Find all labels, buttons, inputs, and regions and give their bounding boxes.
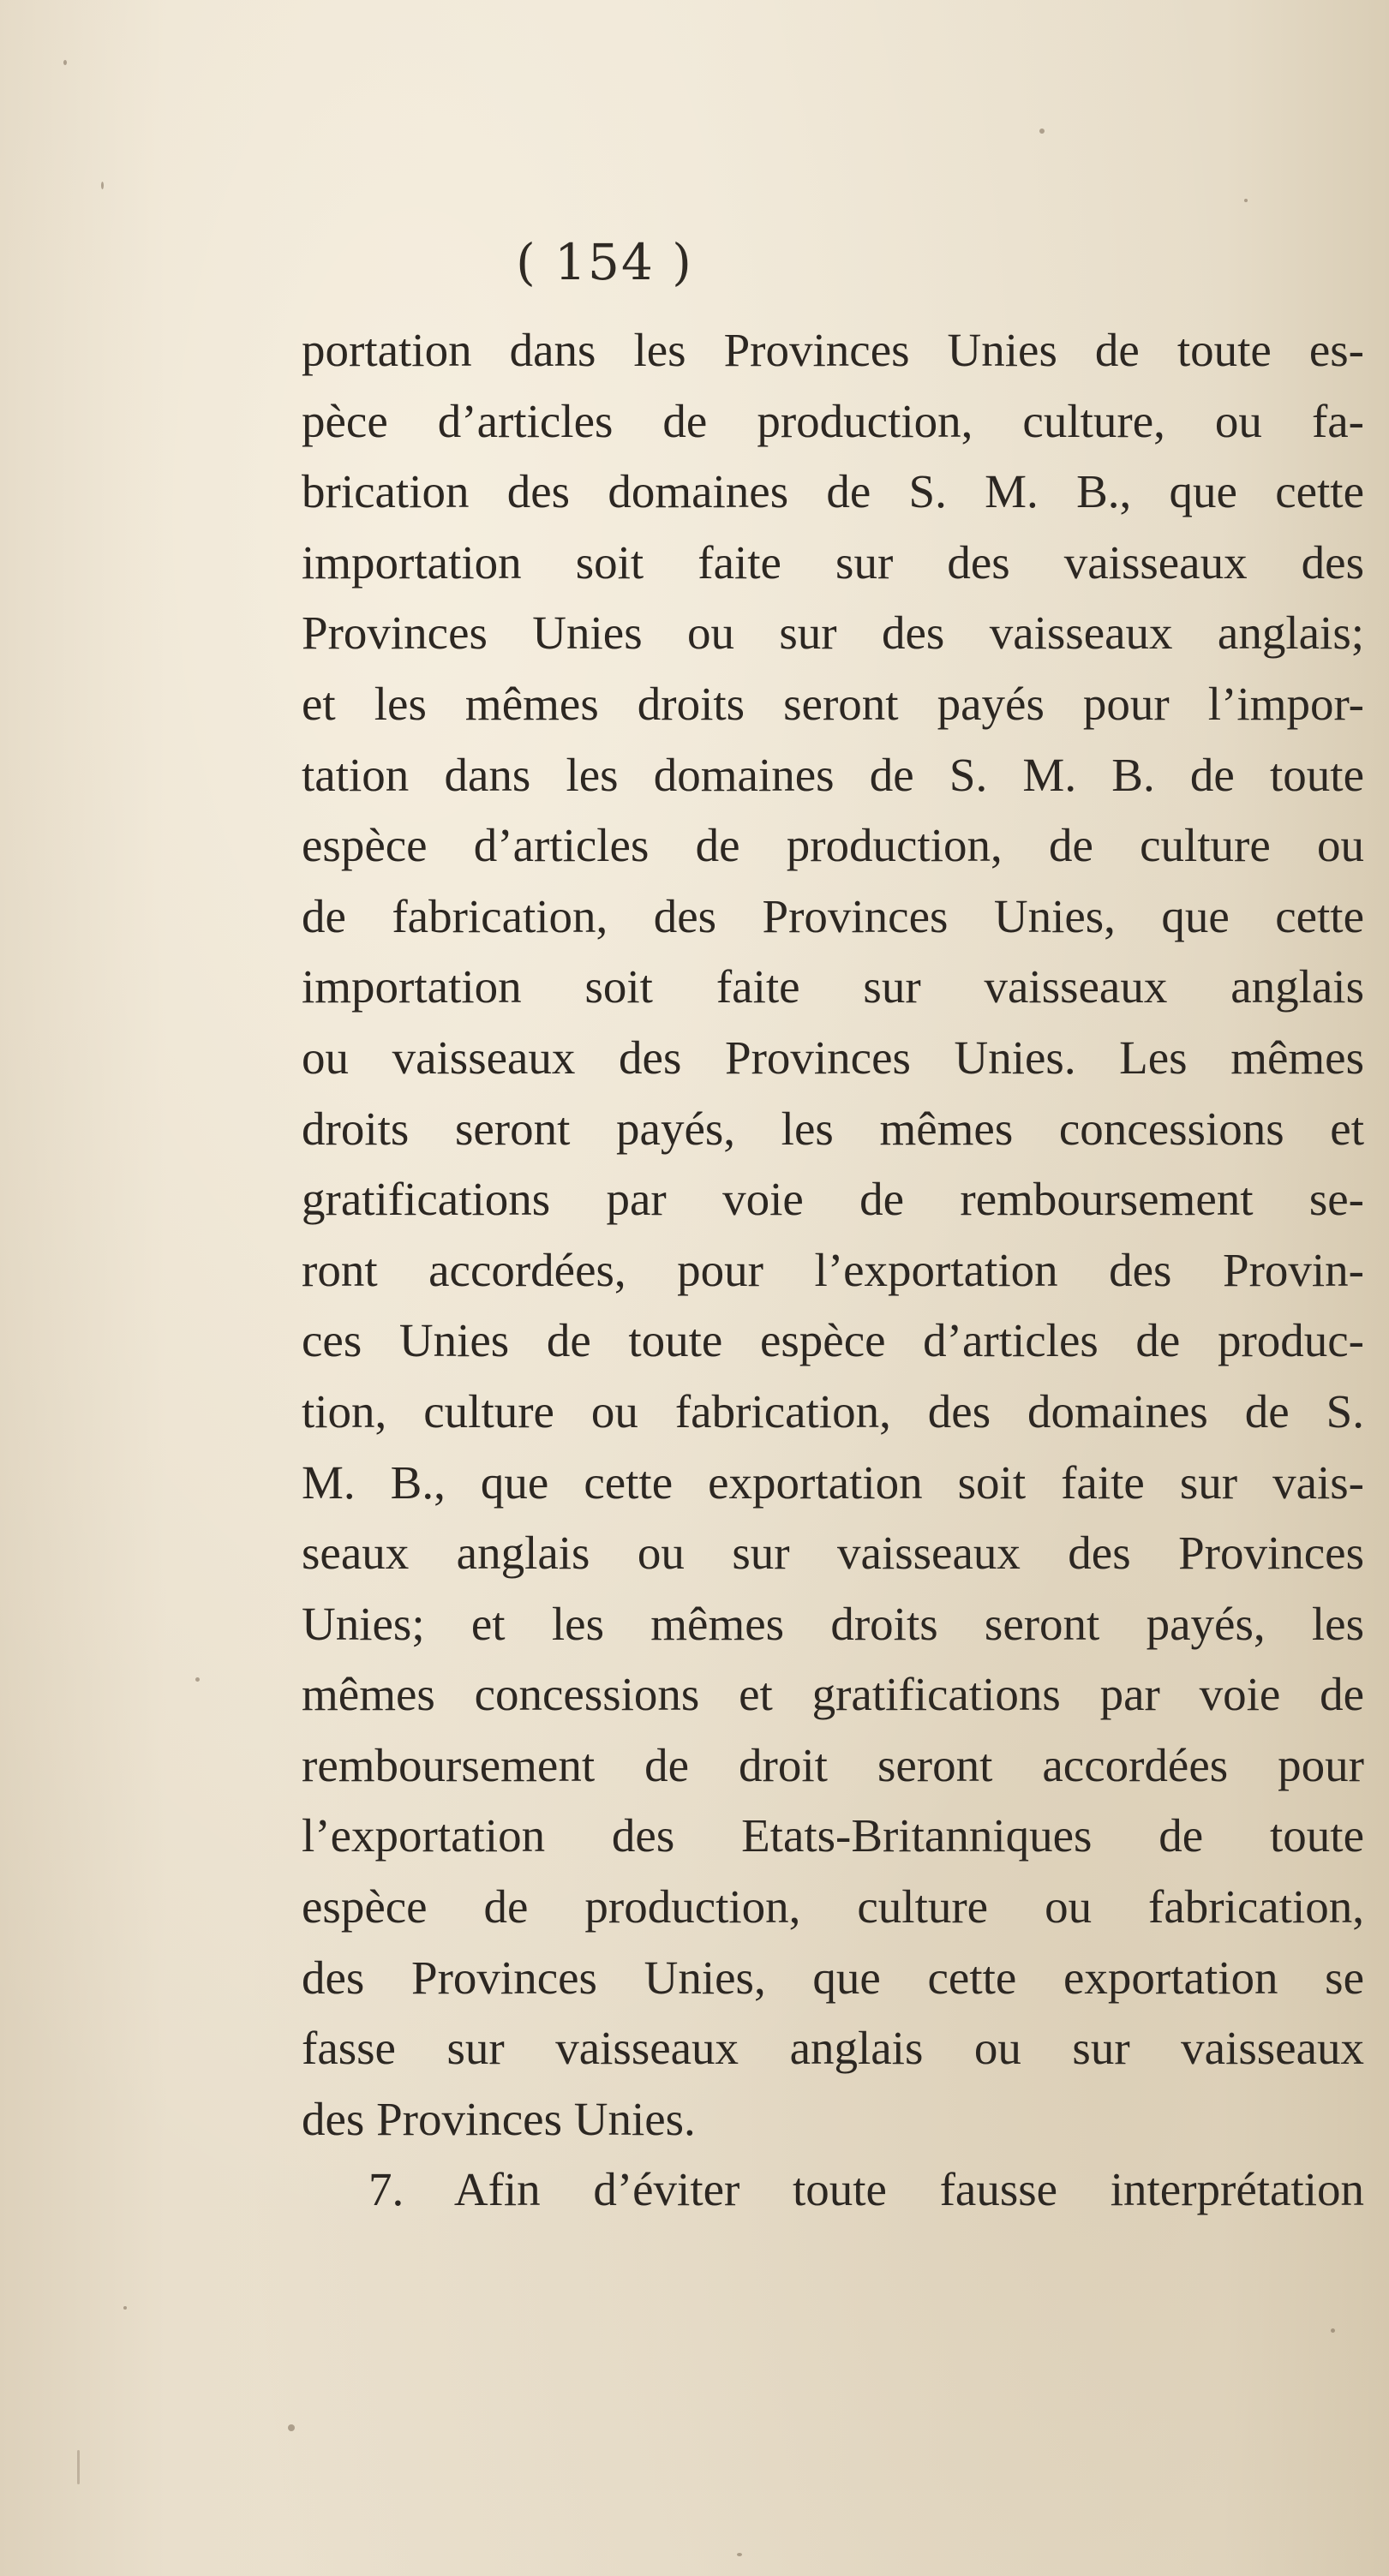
paragraph-end-line: des Provinces Unies. bbox=[302, 2092, 696, 2145]
text-line: M. B., que cette exportation soit faite sur vais- bbox=[302, 1455, 1364, 1509]
text-line: mêmes concessions et gratifications par voie de bbox=[302, 1668, 1364, 1721]
text-line: portation dans les Provinces Unies de toute es- bbox=[302, 324, 1364, 376]
page-number: ( 154 ) bbox=[516, 233, 693, 291]
text-line: espèce d’articles de production, de culture ou bbox=[302, 819, 1364, 872]
text-line: droits seront payés, les mêmes concessions et bbox=[302, 1102, 1364, 1155]
paper-speck bbox=[1039, 129, 1045, 134]
paper-speck bbox=[77, 2450, 80, 2484]
text-line: remboursement de droit seront accordées pour bbox=[302, 1738, 1364, 1791]
text-line: fasse sur vaisseaux anglais ou sur vaisseaux bbox=[302, 2022, 1364, 2075]
text-line: gratifications par voie de remboursement se- bbox=[302, 1173, 1364, 1226]
paper-speck bbox=[101, 182, 104, 189]
text-line: espèce de production, culture ou fabrication, bbox=[302, 1880, 1364, 1933]
paper-speck bbox=[1331, 2328, 1335, 2333]
text-line: Provinces Unies ou sur des vaisseaux anglais; bbox=[302, 607, 1364, 660]
body-text bbox=[302, 315, 1381, 2226]
text-line: importation soit faite sur des vaisseaux des bbox=[302, 535, 1364, 589]
text-line: l’exportation des Etats-Britanniques de toute bbox=[302, 1809, 1364, 1862]
numbered-clause-line: 7. Afin d’éviter toute fausse interprétation bbox=[368, 2163, 1364, 2216]
text-line: et les mêmes droits seront payés pour l’impor- bbox=[302, 677, 1364, 730]
text-line: ront accordées, pour l’exportation des Provin- bbox=[302, 1243, 1364, 1296]
paper-speck bbox=[123, 2306, 127, 2310]
text-line: ces Unies de toute espèce d’articles de produc- bbox=[302, 1314, 1364, 1367]
text-line: des Provinces Unies, que cette exportation se bbox=[302, 1951, 1364, 2004]
paper-speck bbox=[1244, 199, 1248, 202]
paper-speck bbox=[288, 2424, 295, 2431]
text-line: pèce d’articles de production, culture, ou fa- bbox=[302, 394, 1364, 447]
text-line: Unies; et les mêmes droits seront payés, les bbox=[302, 1597, 1364, 1650]
text-line: importation soit faite sur vaisseaux anglais bbox=[302, 960, 1364, 1013]
text-line: ou vaisseaux des Provinces Unies. Les mêmes bbox=[302, 1031, 1364, 1084]
text-line: tion, culture ou fabrication, des domaines de S. bbox=[302, 1384, 1364, 1437]
paper-speck bbox=[195, 1677, 200, 1682]
paper-speck bbox=[63, 60, 67, 65]
text-line: brication des domaines de S. M. B., que cette bbox=[302, 465, 1364, 518]
text-line: seaux anglais ou sur vaisseaux des Provinces bbox=[302, 1527, 1364, 1580]
text-line: tation dans les domaines de S. M. B. de toute bbox=[302, 748, 1364, 801]
text-line: de fabrication, des Provinces Unies, que cette bbox=[302, 889, 1364, 942]
paper-speck bbox=[737, 2553, 742, 2556]
